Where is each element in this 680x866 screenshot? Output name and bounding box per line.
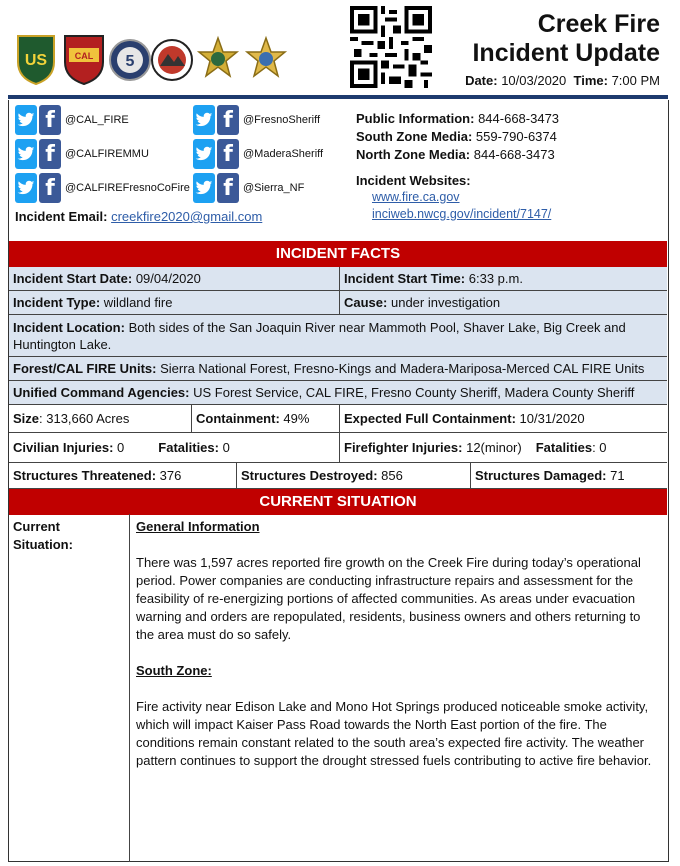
- field-label: Containment:: [196, 411, 280, 426]
- south-zone-text: Fire activity near Edison Lake and Mono Hot Springs produced noticeable smoke activity, which will impact Kaiser Pass Road towards the North East portion of the fire. The conditions remain constant related to the south area’s expected fire activity. The weather pattern continues to support the drought stressed fuels contributing to active fire behavior.: [136, 699, 652, 768]
- field-value: Sierra National Forest, Fresno-Kings and Madera-Mariposa-Merced CAL FIRE Units: [160, 361, 645, 376]
- twitter-icon[interactable]: [193, 139, 215, 169]
- header-divider: [8, 95, 668, 99]
- field-label: Unified Command Agencies:: [13, 385, 190, 400]
- south-zone-heading: South Zone:: [136, 663, 212, 678]
- field-value: 10/31/2020: [519, 411, 585, 426]
- date-value: 10/03/2020: [501, 73, 567, 88]
- field-value: wildland fire: [103, 295, 173, 310]
- field-value: 0: [222, 440, 230, 455]
- field-label: Size: [13, 411, 40, 426]
- contact-label: Public Information:: [356, 111, 475, 126]
- website-link-fire[interactable]: www.fire.ca.gov: [372, 190, 460, 204]
- social-handle[interactable]: @Sierra_NF: [243, 182, 305, 194]
- field-value: under investigation: [390, 295, 501, 310]
- facebook-icon[interactable]: f: [39, 173, 61, 203]
- contact-label: North Zone Media:: [356, 147, 471, 162]
- structures-destroyed-cell: [237, 463, 471, 489]
- social-handle[interactable]: @CALFIREFresnoCoFire: [65, 182, 190, 194]
- social-handle[interactable]: @CALFIREMMU: [65, 148, 149, 160]
- social-handle[interactable]: @MaderaSheriff: [243, 148, 324, 160]
- svg-text:US: US: [24, 52, 48, 69]
- field-label: Structures Damaged:: [475, 468, 607, 483]
- general-info-text: There was 1,597 acres reported fire growth on the Creek Fire during today’s operational period. Power companies are conducting infrastructure repairs and assessment for the feasibility of re-energizing portions of affected communities. As areas under evacuation warning and orders are repopulated, residents, business owners and others returning to the area must do so safely.: [136, 555, 641, 642]
- field-label: Fatalities: [535, 440, 593, 455]
- page-title-line2: Incident Update: [472, 39, 660, 67]
- svg-text:5: 5: [125, 53, 135, 70]
- social-row: [193, 172, 304, 204]
- general-info-heading: General Information: [136, 519, 260, 534]
- contact-south-zone: [356, 128, 559, 146]
- social-row: [193, 104, 320, 136]
- field-value: 856: [381, 468, 403, 483]
- firefighter-injuries-cell: [340, 433, 667, 463]
- update-document: [8, 100, 669, 862]
- social-row: [193, 138, 323, 170]
- field-label: Firefighter Injuries:: [344, 440, 463, 455]
- incident-location-cell: [9, 315, 667, 357]
- facebook-icon[interactable]: f: [39, 139, 61, 169]
- social-handle[interactable]: @FresnoSheriff: [243, 114, 320, 126]
- field-value: 09/04/2020: [135, 271, 201, 286]
- field-label: Fatalities:: [158, 440, 219, 455]
- twitter-icon[interactable]: [15, 139, 37, 169]
- mmu-logo: [108, 32, 152, 86]
- full-containment-cell: [340, 405, 667, 433]
- field-label: Incident Start Date:: [13, 271, 133, 286]
- field-value: US Forest Service, CAL FIRE, Fresno County Sheriff, Madera County Sheriff: [193, 385, 635, 400]
- contact-north-zone: [356, 146, 559, 164]
- email-label: Incident Email:: [15, 209, 108, 224]
- twitter-icon[interactable]: [15, 105, 37, 135]
- social-row: [15, 138, 149, 170]
- column-divider: [129, 514, 130, 862]
- page-title-line1: Creek Fire: [537, 10, 660, 38]
- twitter-icon[interactable]: [193, 173, 215, 203]
- social-row: [15, 172, 190, 204]
- field-label: Structures Threatened:: [13, 468, 157, 483]
- containment-cell: [192, 405, 340, 433]
- size-cell: [9, 405, 192, 433]
- field-value: : 313,660 Acres: [39, 411, 130, 426]
- twitter-icon[interactable]: [193, 105, 215, 135]
- civilian-injuries-cell: [9, 433, 340, 463]
- northern-rockies-team-logo: [150, 32, 194, 86]
- sheriff-star-logo: [196, 32, 240, 86]
- field-value: 49%: [283, 411, 310, 426]
- facebook-icon[interactable]: f: [39, 105, 61, 135]
- title-block: [444, 2, 666, 88]
- situation-label-line1: Current: [13, 519, 60, 534]
- email-link[interactable]: creekfire2020@gmail.com: [111, 209, 263, 224]
- field-value: 6:33 p.m.: [468, 271, 523, 286]
- field-label: Incident Start Time:: [344, 271, 466, 286]
- agencies-cell: [9, 381, 667, 405]
- incident-websites: [356, 172, 551, 223]
- social-handle[interactable]: @CAL_FIRE: [65, 114, 129, 126]
- situation-label: [13, 518, 73, 554]
- field-label: Structures Destroyed:: [241, 468, 378, 483]
- situation-body: [136, 518, 662, 788]
- units-cell: [9, 357, 667, 381]
- incident-email: [15, 209, 262, 224]
- field-value: Both sides of the San Joaquin River near Mammoth Pool, Shaver Lake, Big Creek and Huntington Lake.: [13, 320, 626, 352]
- time-value: 7:00 PM: [611, 73, 660, 88]
- cal-fire-logo: [62, 32, 106, 86]
- cause-cell: [340, 291, 667, 315]
- twitter-icon[interactable]: [15, 173, 37, 203]
- field-label: Cause:: [344, 295, 388, 310]
- us-forest-service-logo: [14, 32, 58, 86]
- start-time-cell: [340, 267, 667, 291]
- facebook-icon[interactable]: f: [217, 139, 239, 169]
- field-label: Expected Full Containment:: [344, 411, 516, 426]
- page-header: [0, 0, 680, 96]
- contact-phone: 844-668-3473: [478, 111, 560, 126]
- field-label: Forest/CAL FIRE Units:: [13, 361, 157, 376]
- field-value: 376: [159, 468, 182, 483]
- date-time-line: [444, 73, 660, 88]
- current-situation-header: CURRENT SITUATION: [9, 489, 667, 515]
- field-value: : 0: [592, 440, 607, 455]
- contact-phone: 844-668-3473: [473, 147, 555, 162]
- field-value: 71: [610, 468, 625, 483]
- structures-damaged-cell: [471, 463, 667, 489]
- time-label: Time:: [573, 73, 608, 88]
- qr-code: [350, 6, 432, 88]
- field-label: Civilian Injuries:: [13, 440, 114, 455]
- contact-list: [356, 110, 559, 164]
- field-label: Incident Type:: [13, 295, 101, 310]
- field-label: Incident Location:: [13, 320, 125, 335]
- field-value: 0: [117, 440, 125, 455]
- situation-label-line2: Situation:: [13, 537, 73, 552]
- contact-label: South Zone Media:: [356, 129, 473, 144]
- svg-text:CAL: CAL: [74, 51, 94, 61]
- contact-phone: 559-790-6374: [475, 129, 557, 144]
- start-date-cell: [9, 267, 340, 291]
- date-label: Date:: [465, 73, 498, 88]
- field-value: 12(minor): [466, 440, 522, 455]
- social-row: [15, 104, 129, 136]
- contact-public-info: [356, 110, 559, 128]
- website-link-inciweb[interactable]: inciweb.nwcg.gov/incident/7147/: [372, 207, 552, 221]
- structures-threatened-cell: [9, 463, 237, 489]
- facebook-icon[interactable]: f: [217, 105, 239, 135]
- incident-facts-header: INCIDENT FACTS: [9, 241, 667, 267]
- websites-label: Incident Websites:: [356, 173, 471, 188]
- facebook-icon[interactable]: f: [217, 173, 239, 203]
- incident-type-cell: [9, 291, 340, 315]
- sheriff-star-logo-2: [244, 32, 288, 86]
